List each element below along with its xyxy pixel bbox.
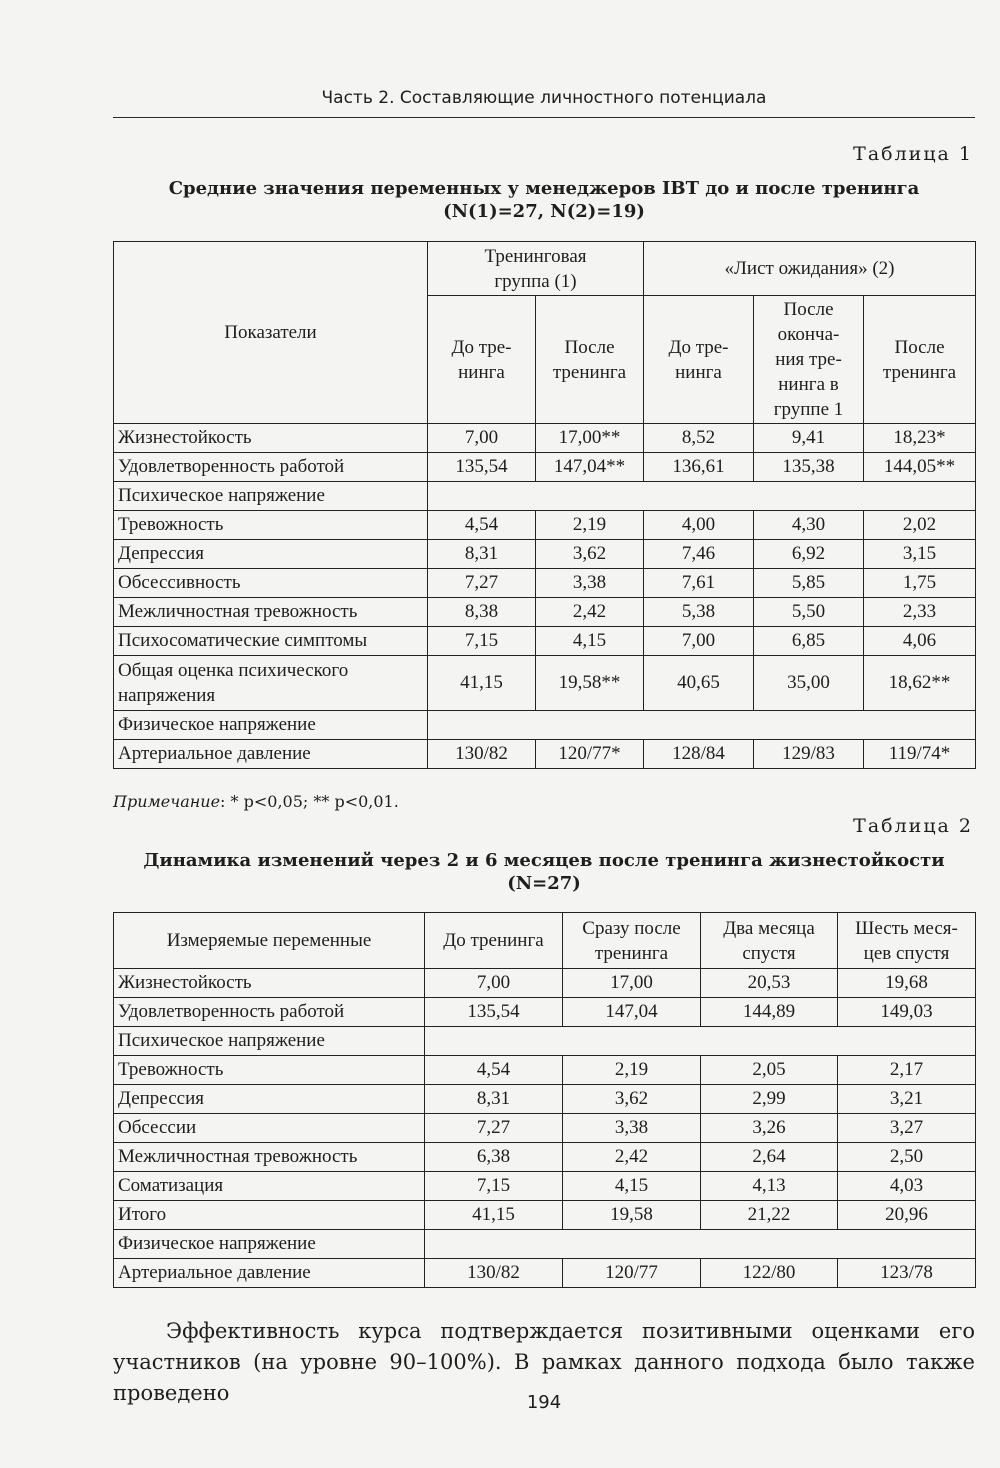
table1-cell: 3,15 bbox=[864, 540, 976, 569]
table1-cell: 130/82 bbox=[428, 740, 536, 769]
table2-row-label: Жизнестойкость bbox=[114, 969, 425, 998]
table1-cell: 19,58** bbox=[536, 656, 644, 711]
table1-section-filler bbox=[428, 482, 976, 511]
table1-cell: 41,15 bbox=[428, 656, 536, 711]
table2-cell: 2,05 bbox=[701, 1056, 838, 1085]
table1-section-filler bbox=[428, 711, 976, 740]
table2-section-filler bbox=[425, 1027, 976, 1056]
table2-cell: 2,19 bbox=[563, 1056, 701, 1085]
table1-cell: 5,85 bbox=[754, 569, 864, 598]
table2-cell: 2,42 bbox=[563, 1143, 701, 1172]
table2-header-variables: Измеряемые переменные bbox=[114, 913, 425, 969]
table1-cell: 4,06 bbox=[864, 627, 976, 656]
table2-caption-line1: Динамика изменений через 2 и 6 месяцев после тренинга жизнестойкости bbox=[143, 850, 945, 871]
table2-row-label: Физическое напряжение bbox=[114, 1230, 425, 1259]
table1-header-group2: «Лист ожидания» (2) bbox=[644, 242, 976, 296]
table1-cell: 136,61 bbox=[644, 453, 754, 482]
table1-cell: 2,02 bbox=[864, 511, 976, 540]
table2-cell: 17,00 bbox=[563, 969, 701, 998]
table2-cell: 3,27 bbox=[838, 1114, 976, 1143]
table1-row-label: Артериальное давление bbox=[114, 740, 428, 769]
table1-row-label: Обсессивность bbox=[114, 569, 428, 598]
table2-cell: 7,27 bbox=[425, 1114, 563, 1143]
table1-row-label: Тревожность bbox=[114, 511, 428, 540]
table2-row bbox=[114, 1201, 976, 1230]
table2-cell: 2,99 bbox=[701, 1085, 838, 1114]
table1-header-g2-after-g1: После оконча-ния тре-нинга в группе 1 bbox=[754, 296, 864, 424]
table2-row-label: Тревожность bbox=[114, 1056, 425, 1085]
table2-row bbox=[114, 998, 976, 1027]
table1-cell: 4,54 bbox=[428, 511, 536, 540]
table1-cell: 18,62** bbox=[864, 656, 976, 711]
table1-row-label: Физическое напряжение bbox=[114, 711, 428, 740]
table2-row bbox=[114, 1056, 976, 1085]
table1-cell: 8,38 bbox=[428, 598, 536, 627]
table1-header-g2-after: После тренинга bbox=[864, 296, 976, 424]
table2-cell: 147,04 bbox=[563, 998, 701, 1027]
table2-cell: 3,38 bbox=[563, 1114, 701, 1143]
table1-cell: 129/83 bbox=[754, 740, 864, 769]
table2-header-six-months: Шесть меся-цев спустя bbox=[838, 913, 976, 969]
table2-row bbox=[114, 1143, 976, 1172]
table1-cell: 2,19 bbox=[536, 511, 644, 540]
header-rule bbox=[113, 117, 975, 118]
table1-cell: 120/77* bbox=[536, 740, 644, 769]
table1-cell: 7,27 bbox=[428, 569, 536, 598]
table1-cell: 2,42 bbox=[536, 598, 644, 627]
table2-row bbox=[114, 1259, 976, 1288]
table1-header-g1-before: До тре-нинга bbox=[428, 296, 536, 424]
table1-cell: 5,50 bbox=[754, 598, 864, 627]
table2-cell: 3,21 bbox=[838, 1085, 976, 1114]
table1-header-g2-before: До тре-нинга bbox=[644, 296, 754, 424]
table2-cell: 20,96 bbox=[838, 1201, 976, 1230]
table2-cell: 20,53 bbox=[701, 969, 838, 998]
table2-row-label: Соматизация bbox=[114, 1172, 425, 1201]
table2-cell: 2,64 bbox=[701, 1143, 838, 1172]
table1-row bbox=[114, 453, 976, 482]
table2-row-label: Психическое напряжение bbox=[114, 1027, 425, 1056]
table1-cell: 6,85 bbox=[754, 627, 864, 656]
table1-cell: 4,15 bbox=[536, 627, 644, 656]
table1-cell: 144,05** bbox=[864, 453, 976, 482]
table2-header-before: До тренинга bbox=[425, 913, 563, 969]
table2-cell: 41,15 bbox=[425, 1201, 563, 1230]
table2-row bbox=[114, 1230, 976, 1259]
table1-row-label: Удовлетворенность работой bbox=[114, 453, 428, 482]
table1-cell: 18,23* bbox=[864, 424, 976, 453]
table1-row bbox=[114, 627, 976, 656]
table1-cell: 135,38 bbox=[754, 453, 864, 482]
table1-cell: 4,30 bbox=[754, 511, 864, 540]
table2-header-two-months: Два месяца спустя bbox=[701, 913, 838, 969]
table1-cell: 9,41 bbox=[754, 424, 864, 453]
table1-row bbox=[114, 598, 976, 627]
table2-cell: 4,15 bbox=[563, 1172, 701, 1201]
table2-cell: 2,17 bbox=[838, 1056, 976, 1085]
table2-cell: 4,03 bbox=[838, 1172, 976, 1201]
table2-cell: 7,00 bbox=[425, 969, 563, 998]
table2-section-filler bbox=[425, 1230, 976, 1259]
table2-row-label: Артериальное давление bbox=[114, 1259, 425, 1288]
table2-header-right-after: Сразу после тренинга bbox=[563, 913, 701, 969]
table1-cell: 7,00 bbox=[644, 627, 754, 656]
table2-cell: 130/82 bbox=[425, 1259, 563, 1288]
running-head: Часть 2. Составляющие личностного потенциала bbox=[321, 88, 767, 108]
table1-note-text: : * p<0,05; ** p<0,01. bbox=[220, 792, 399, 811]
table1-note-label: Примечание bbox=[113, 792, 221, 811]
table1-row-label: Психосоматические симптомы bbox=[114, 627, 428, 656]
table1-row bbox=[114, 740, 976, 769]
table2-row-label: Межличностная тревожность bbox=[114, 1143, 425, 1172]
table2-cell: 122/80 bbox=[701, 1259, 838, 1288]
table1-cell: 5,38 bbox=[644, 598, 754, 627]
table2-cell: 149,03 bbox=[838, 998, 976, 1027]
table1-row-label: Общая оценка психического напряжения bbox=[114, 656, 428, 711]
table1-row-label: Психическое напряжение bbox=[114, 482, 428, 511]
table1-cell: 2,33 bbox=[864, 598, 976, 627]
table2-row-label: Обсессии bbox=[114, 1114, 425, 1143]
table2-cell: 7,15 bbox=[425, 1172, 563, 1201]
table1-cell: 7,15 bbox=[428, 627, 536, 656]
table2-row bbox=[114, 1172, 976, 1201]
table2-cell: 21,22 bbox=[701, 1201, 838, 1230]
table1-number: Таблица 1 bbox=[853, 143, 973, 165]
table1-row-label: Депрессия bbox=[114, 540, 428, 569]
table2-row-label: Удовлетворенность работой bbox=[114, 998, 425, 1027]
table2-cell: 4,13 bbox=[701, 1172, 838, 1201]
table2-cell: 120/77 bbox=[563, 1259, 701, 1288]
table1-row bbox=[114, 482, 976, 511]
table2-row bbox=[114, 1085, 976, 1114]
table1-cell: 8,31 bbox=[428, 540, 536, 569]
table1-cell: 7,61 bbox=[644, 569, 754, 598]
table1-cell: 135,54 bbox=[428, 453, 536, 482]
table1-row bbox=[114, 711, 976, 740]
table2-row bbox=[114, 1114, 976, 1143]
table1-caption-line2: (N(1)=27, N(2)=19) bbox=[443, 201, 645, 222]
table1-caption bbox=[113, 177, 975, 223]
table1 bbox=[113, 241, 976, 769]
table1-cell: 4,00 bbox=[644, 511, 754, 540]
table2-caption bbox=[113, 849, 975, 895]
table1-cell: 40,65 bbox=[644, 656, 754, 711]
table1-cell: 147,04** bbox=[536, 453, 644, 482]
table1-cell: 128/84 bbox=[644, 740, 754, 769]
table2-cell: 3,62 bbox=[563, 1085, 701, 1114]
table1-row-label: Жизнестойкость bbox=[114, 424, 428, 453]
table1-row bbox=[114, 424, 976, 453]
table2-cell: 19,68 bbox=[838, 969, 976, 998]
table1-cell: 7,00 bbox=[428, 424, 536, 453]
table2 bbox=[113, 912, 976, 1288]
table1-cell: 119/74* bbox=[864, 740, 976, 769]
body-paragraph: Эффективность курса подтверждается позитивными оценками его участников (на уровне 90–100%). В рамках данного подхода было также проведено bbox=[113, 1319, 975, 1405]
table1-cell: 7,46 bbox=[644, 540, 754, 569]
table1-cell: 17,00** bbox=[536, 424, 644, 453]
table1-header-group1: Тренинговая группа (1) bbox=[428, 242, 644, 296]
table1-cell: 8,52 bbox=[644, 424, 754, 453]
table1-row bbox=[114, 656, 976, 711]
table2-cell: 2,50 bbox=[838, 1143, 976, 1172]
table2-row bbox=[114, 969, 976, 998]
table2-caption-line2: (N=27) bbox=[507, 873, 581, 894]
table2-cell: 3,26 bbox=[701, 1114, 838, 1143]
table1-header-g1-after: После тренинга bbox=[536, 296, 644, 424]
table2-cell: 8,31 bbox=[425, 1085, 563, 1114]
table2-row-label: Депрессия bbox=[114, 1085, 425, 1114]
table1-row bbox=[114, 569, 976, 598]
table1-row bbox=[114, 540, 976, 569]
table1-row bbox=[114, 511, 976, 540]
table1-caption-line1: Средние значения переменных у менеджеров IBT до и после тренинга bbox=[168, 178, 920, 199]
table2-row bbox=[114, 1027, 976, 1056]
table2-cell: 144,89 bbox=[701, 998, 838, 1027]
table1-row-label: Межличностная тревожность bbox=[114, 598, 428, 627]
table2-cell: 123/78 bbox=[838, 1259, 976, 1288]
table2-cell: 135,54 bbox=[425, 998, 563, 1027]
table2-row-label: Итого bbox=[114, 1201, 425, 1230]
table1-note bbox=[113, 792, 399, 811]
table2-number: Таблица 2 bbox=[853, 815, 973, 837]
table2-cell: 6,38 bbox=[425, 1143, 563, 1172]
table1-cell: 3,38 bbox=[536, 569, 644, 598]
table1-cell: 6,92 bbox=[754, 540, 864, 569]
table1-cell: 3,62 bbox=[536, 540, 644, 569]
table2-cell: 4,54 bbox=[425, 1056, 563, 1085]
table1-cell: 35,00 bbox=[754, 656, 864, 711]
table2-cell: 19,58 bbox=[563, 1201, 701, 1230]
page-number: 194 bbox=[526, 1392, 562, 1413]
table1-cell: 1,75 bbox=[864, 569, 976, 598]
table1-header-indicators: Показатели bbox=[114, 242, 428, 424]
